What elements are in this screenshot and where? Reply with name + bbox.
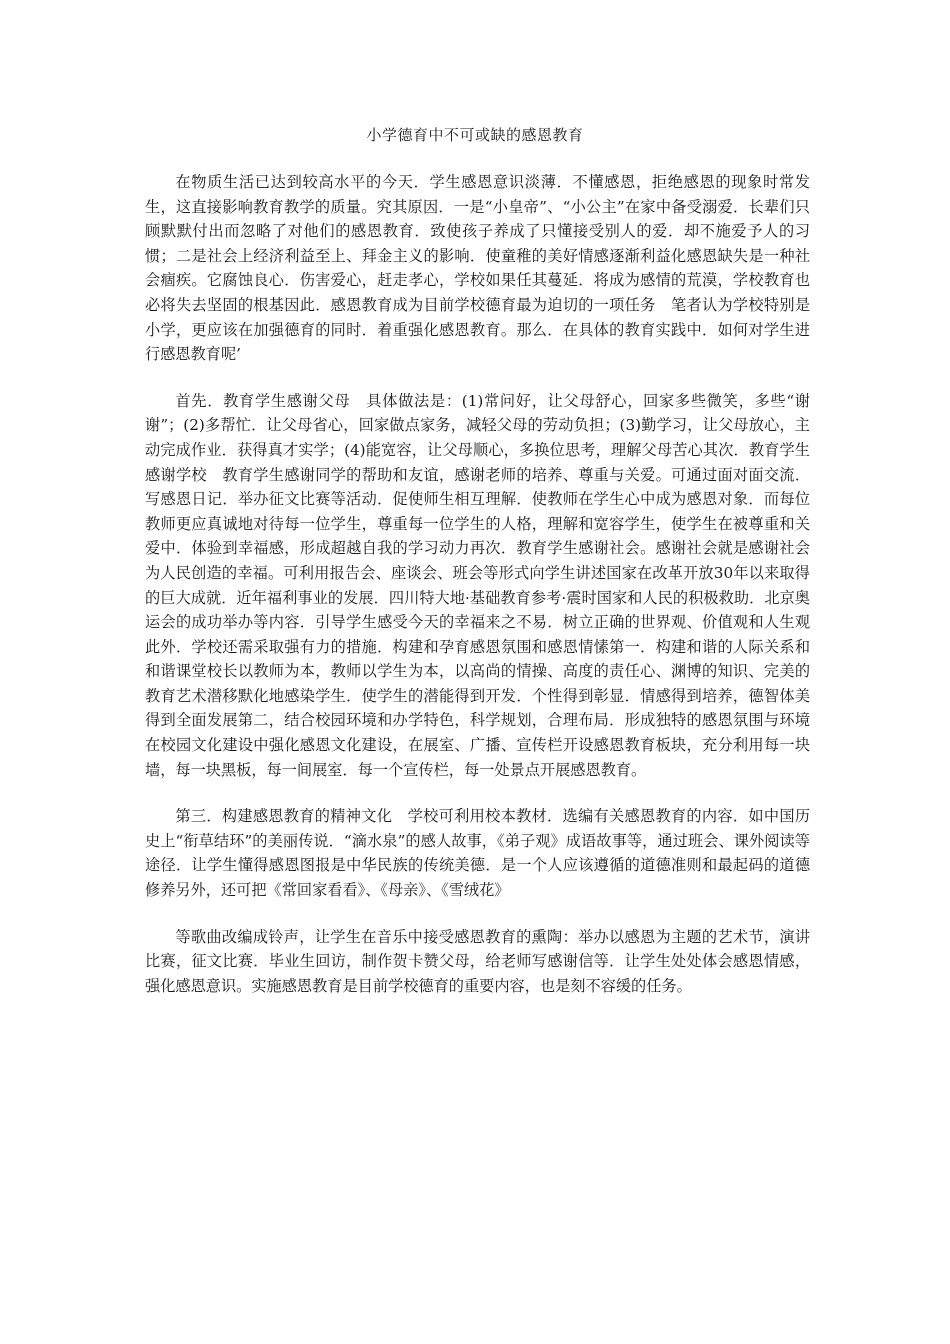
paragraph-intro: 在物质生活已达到较高水平的今天．学生感恩意识淡薄．不懂感恩，拒绝感恩的现象时常发生，这直接影响教育教学的质量。究其原因．一是“小皇帝”、“小公主”在家中备受溺爱．长辈们只顾默默付出而忽略了对他们的感恩教育．致使孩子养成了只懂接受别人的爱．却不施爱予人的习惯；二是社会上经济利益至上、拜金主义的影响．使童稚的美好情感逐渐利益化感恩缺失是一种社会痼疾。它腐蚀良心．伤害爱心，赶走孝心，学校如果任其蔓延．将成为感情的荒漠，学校教育也必将失去坚固的根基因此．感恩教育成为目前学校德育最为迫切的一项任务 笔者认为学校特别是小学，更应该在加强德育的同时．着重强化感恩教育。那么．在具体的教育实践中．如何对学生进行感恩教育呢’ xyxy=(145,173,810,364)
document-body xyxy=(145,170,810,1020)
paragraph-third-measure: 第三．构建感恩教育的精神文化 学校可利用校本教材．选编有关感恩教育的内容．如中国历史上“衔草结环”的美丽传说．“滴水泉”的感人故事，《弟子观》成语故事等，通过班会、课外阅读等途径．让学生懂得感恩图报是中华民族的传统美德．是一个人应该遵循的道德准则和最起码的道德修养另外，还可把《常回家看看》、《母亲》、《雪绒花》 xyxy=(145,807,810,900)
paragraph-conclusion: 等歌曲改编成铃声，让学生在音乐中接受感恩教育的熏陶：举办以感恩为主题的艺术节，演讲比赛，征文比赛．毕业生回访，制作贺卡赞父母，给老师写感谢信等．让学生处处体会感恩情感，强化感恩意识。实施感恩教育是目前学校德育的重要内容，也是刻不容缓的任务。 xyxy=(145,927,810,995)
document-title: 小学德育中不可或缺的感恩教育 xyxy=(366,126,584,144)
paragraph-first-measures: 首先．教育学生感谢父母 具体做法是：(1)常问好，让父母舒心，回家多些微笑，多些“谢谢”；(2)多帮忙．让父母省心，回家做点家务，减轻父母的劳动负担；(3)勤学习，让父母放心，主动完成作业．获得真才实学；(4)能宽容，让父母顺心，多换位思考，理解父母苦心其次．教育学生感谢学校 教育学生感谢同学的帮助和友谊，感谢老师的培养、尊重与关爱。可通过面对面交流．写感恩日记．举办征文比赛等活动．促使师生相互理解．使教师在学生心中成为感恩对象．而每位教师更应真诚地对待每一位学生，尊重每一位学生的人格，理解和宽容学生，使学生在被尊重和关爱中．体验到幸福感，形成超越自我的学习动力再次．教育学生感谢社会。感谢社会就是感谢社会为人民创造的幸福。可利用报告会、座谈会、班会等形式向学生讲述国家在改革开放30年以来取得的巨大成就．近年福利事业的发展．四川特大地·基础教育参考·震时国家和人民的积极救助．北京奥运会的成功举办等内容．引导学生感受今天的幸福来之不易．树立正确的世界观、价值观和人生观此外．学校还需采取强有力的措施．构建和孕育感恩氛围和感恩情愫第一．构建和谐的人际关系和和谐课堂校长以教师为本，教师以学生为本，以高尚的情操、高度的责任心、渊博的知识、完美的教育艺术潜移默化地感染学生．使学生的潜能得到开发．个性得到彰显．情感得到培养，德智体美得到全面发展第二，结合校园环境和办学特色，科学规划，合理布局．形成独特的感恩氛围与环境在校园文化建设中强化感恩文化建设，在展室、广播、宣传栏开设感恩教育板块，充分利用每一块墙，每一块黑板，每一间展室．每一个宣传栏，每一处景点开展感恩教育。 xyxy=(145,391,810,779)
